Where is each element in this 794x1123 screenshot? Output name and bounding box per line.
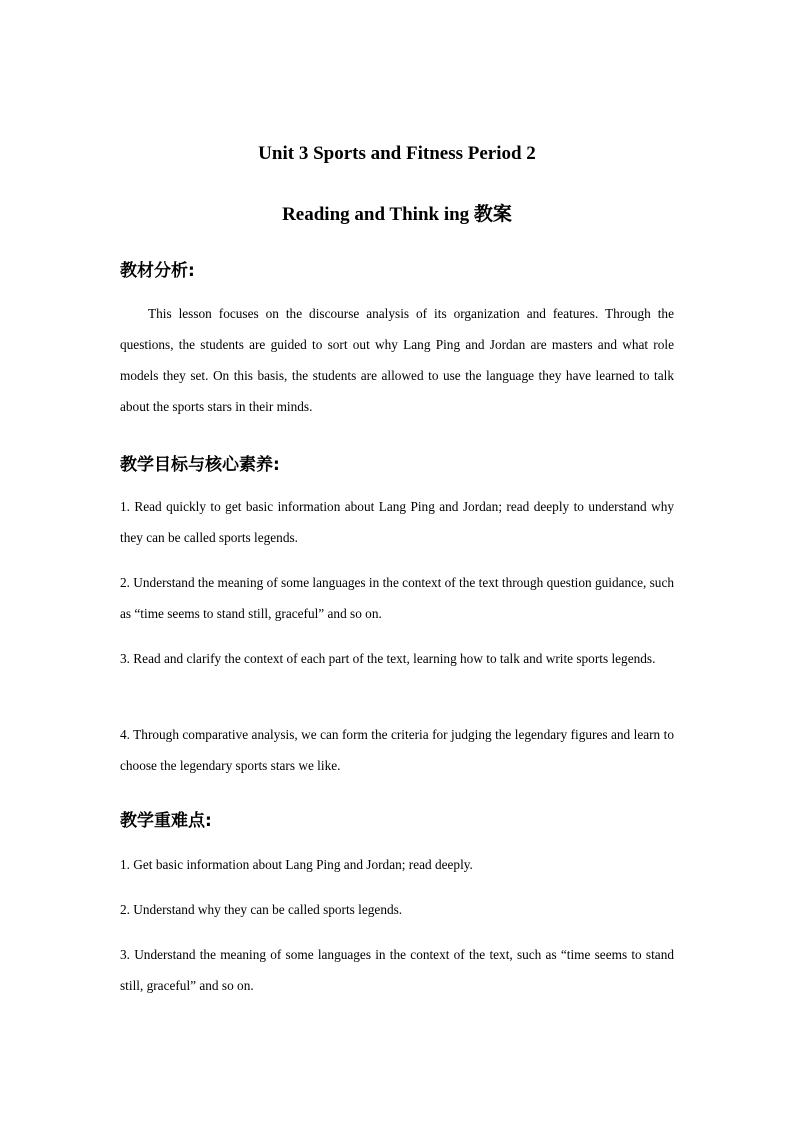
objective-item-3: 3. Read and clarify the context of each part of the text, learning how to talk and write sports legends. bbox=[120, 651, 656, 666]
objective-item-1: 1. Read quickly to get basic information about Lang Ping and Jordan; read deeply to understand why they can be called sports legends. bbox=[120, 499, 674, 545]
key-point-item-2: 2. Understand why they can be called sports legends. bbox=[120, 902, 403, 917]
key-point-item-3: 3. Understand the meaning of some languages in the context of the text, such as “time seems to stand still, graceful” and so on. bbox=[120, 947, 674, 993]
objective-item-2: 2. Understand the meaning of some languages in the context of the text through question guidance, such as “time seems to stand still, graceful” and so on. bbox=[120, 575, 674, 621]
document-subtitle: Reading and Think ing 教案 bbox=[282, 204, 512, 225]
section-heading-key-points: 教学重难点: bbox=[120, 811, 212, 831]
key-point-item-1: 1. Get basic information about Lang Ping and Jordan; read deeply. bbox=[120, 857, 473, 872]
section-heading-textbook-analysis: 教材分析: bbox=[120, 261, 195, 281]
textbook-analysis-paragraph: This lesson focuses on the discourse analysis of its organization and features. Through the questions, the students are guided to sort out why Lang Ping and Jordan are masters and what role models they set. On this basis, the students are allowed to use the language they have learned to talk about the sports stars in their minds. bbox=[120, 306, 674, 414]
document-title: Unit 3 Sports and Fitness Period 2 bbox=[258, 143, 536, 164]
objective-item-4: 4. Through comparative analysis, we can form the criteria for judging the legendary figures and learn to choose the legendary sports stars we like. bbox=[120, 727, 674, 773]
section-heading-teaching-objectives: 教学目标与核心素养: bbox=[120, 455, 280, 475]
